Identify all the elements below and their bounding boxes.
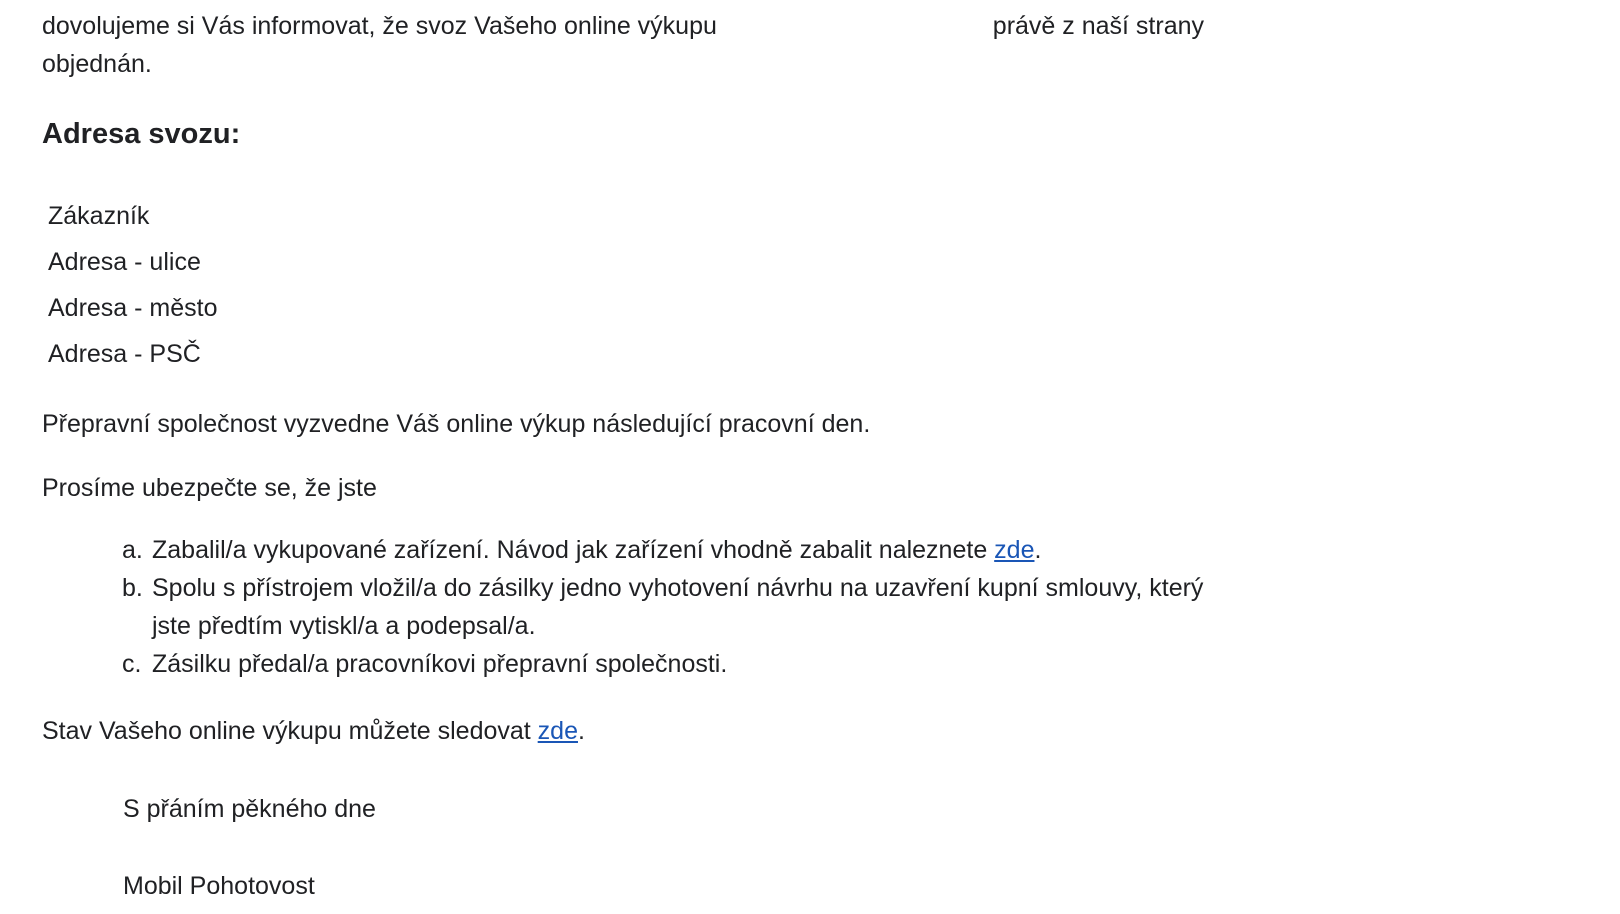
step-text-line-1: Spolu s přístrojem vložil/a do zásilky jedno vyhotovení návrhu na uzavření kupní smlouvy, který	[152, 574, 1204, 602]
step-text: Zásilku předal/a pracovníkovi přepravní společnosti.	[152, 650, 728, 678]
checklist-item-handover	[122, 645, 1203, 683]
ensure-note: Prosíme ubezpečte se, že jste	[42, 474, 377, 502]
intro-paragraph	[42, 7, 1204, 83]
checklist-item-pack	[122, 531, 1203, 569]
intro-line-2: objednán.	[42, 50, 152, 78]
signoff: S přáním pěkného dne	[123, 795, 376, 823]
list-marker: b.	[122, 574, 143, 602]
pickup-address-heading: Adresa svozu:	[42, 118, 241, 150]
address-street: Adresa - ulice	[48, 248, 201, 276]
company-signature: Mobil Pohotovost	[123, 872, 315, 900]
list-marker: c.	[122, 650, 142, 678]
packing-guide-link[interactable]: zde	[994, 536, 1035, 564]
checklist-item-contract	[122, 569, 1203, 645]
order-status-link[interactable]: zde	[537, 717, 578, 745]
intro-text-before: dovolujeme si Vás informovat, že svoz Vašeho online výkupu	[42, 12, 717, 40]
status-suffix: .	[577, 717, 585, 745]
redacted-order-id	[724, 14, 986, 40]
pickup-address-block	[48, 193, 218, 377]
address-customer: Zákazník	[48, 202, 150, 230]
status-note	[42, 712, 585, 750]
checklist	[122, 531, 1203, 683]
pickup-note: Přepravní společnost vyzvedne Váš online výkup následující pracovní den.	[42, 410, 871, 438]
step-suffix: .	[1034, 536, 1042, 564]
step-text: Zabalil/a vykupované zařízení. Návod jak zařízení vhodně zabalit naleznete	[152, 536, 995, 564]
intro-text-after: právě z naší strany	[992, 12, 1205, 40]
status-text: Stav Vašeho online výkupu můžete sledovat	[42, 717, 538, 745]
list-marker: a.	[122, 536, 143, 564]
step-text-line-2: jste předtím vytiskl/a a podepsal/a.	[152, 612, 536, 640]
intro-line-1	[42, 7, 1204, 45]
address-city: Adresa - město	[48, 294, 218, 322]
address-postcode: Adresa - PSČ	[48, 340, 201, 368]
